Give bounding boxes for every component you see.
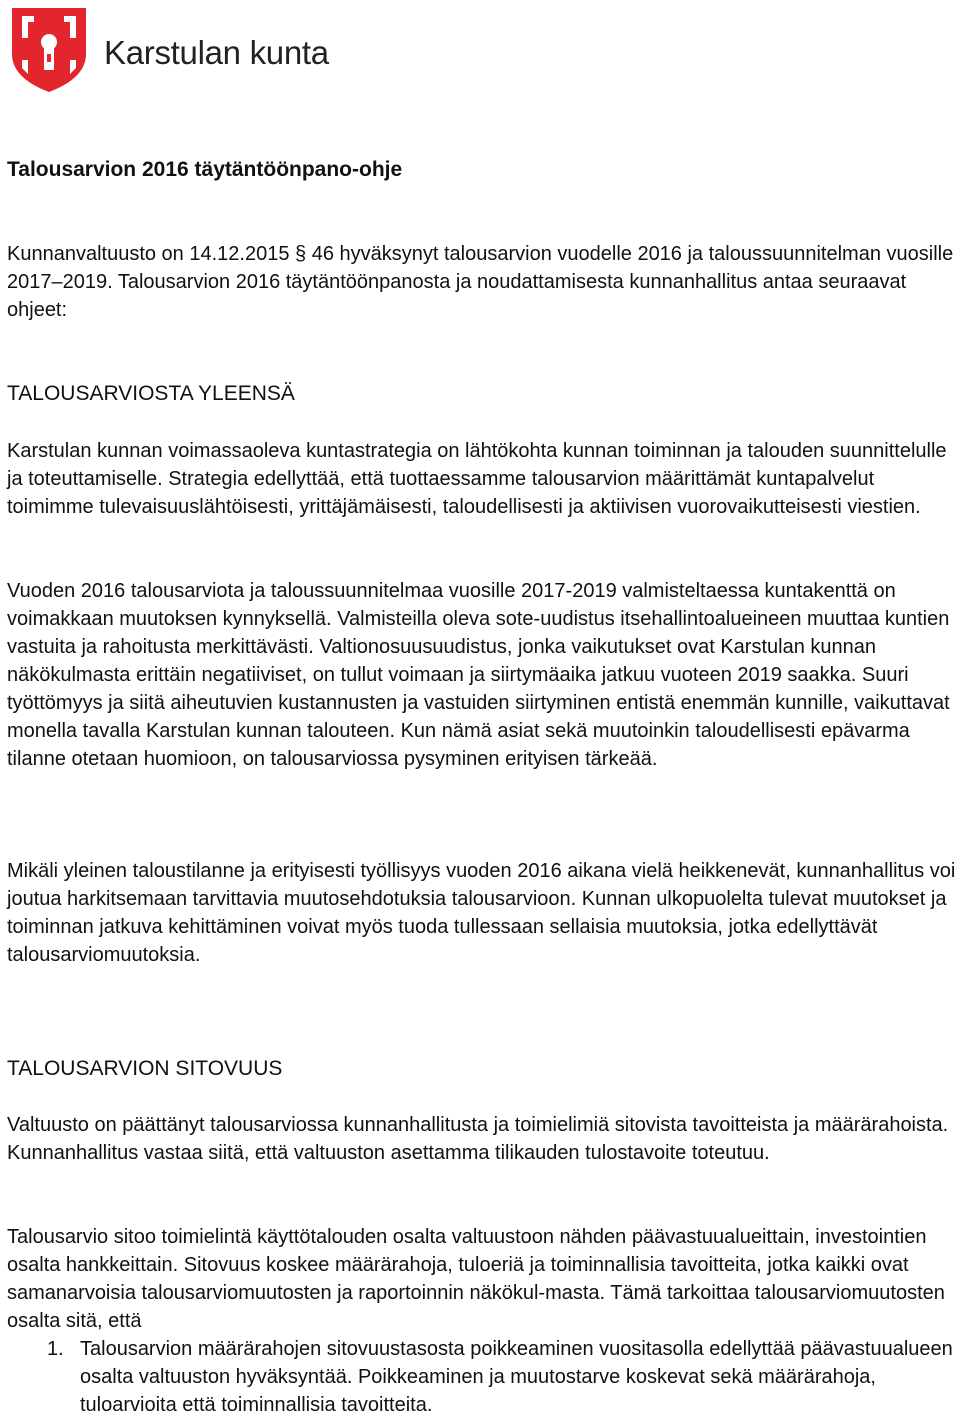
paragraph: Valtuusto on päättänyt talousarviossa kunnanhallitusta ja toimielimiä sitovista tavoitteista ja määrärahoista. Kunnanhallitus vastaa siitä, että valtuuston asettamma tilikauden tulostavoite toteutuu. [7,1114,949,1164]
paragraph: Talousarvio sitoo toimielintä käyttötalouden osalta valtuustoon nähden päävastuualueittain, investointien osalta hankkeittain. Sitovuus koskee määrärahoja, tuloeriä ja toiminnallisia tavoitteita, jotka kaikki ovat samanarvoisia talousarviomuutosten ja raportoinnin näkökul-masta. Tämä tarkoittaa talousarviomuutosten osalta sitä, että [7,1226,945,1332]
karstula-coat-of-arms-icon [8,4,90,94]
section-heading-general: TALOUSARVIOSTA YLEENSÄ [7,382,295,405]
paragraph: Vuoden 2016 talousarviota ja taloussuunnitelmaa vuosille 2017-2019 valmisteltaessa kuntakenttä on voimakkaan muutoksen kynnyksellä. Valmisteilla oleva sote-uudistus itsehallintoalueineen muuttaa kuntien vastuita ja rahoitusta merkittävästi. Valtionosuusuudistus, jonka vaikutukset ovat Karstulan kunnan näkökulmasta erittäin negatiiviset, on tullut voimaan ja siirtymäaika jatkuu vuoteen 2019 saakka. Suuri työttömyys ja siitä aiheutuvien kustannusten ja vastuiden siirtyminen entistä enemmän kunnille, vaikuttavat monella tavalla Karstulan kunnan talouteen. Kun nämä asiat sekä muutoinkin taloudellisesti epävarma tilanne otetaan huomioon, on talousarviossa pysyminen erityisen tärkeää. [7,580,950,770]
header-logo [8,4,328,96]
paragraph: Karstulan kunnan voimassaoleva kuntastrategia on lähtökohta kunnan toiminnan ja talouden suunnittelulle ja toteuttamiselle. Strategia edellyttää, että tuottaessamme talousarvion määrittämät kuntapalvelut toimimme tulevaisuuslähtöisesti, yrittäjämäisesti, taloudellisesti ja aktiivisen vuorovaikutteisesti viestien. [7,440,947,518]
list-item-text: Talousarvion määrärahojen sitovuustasosta poikkeaminen vuositasolla edellyttää päävastuualueen osalta valtuuston hyväksyntää. Poikkeaminen ja muutostarve koskevat sekä määrärahoja, tuloarvioita että toiminnallisia tavoitteita. [80,1338,953,1416]
list-item-number: 1. [47,1338,64,1360]
org-name: Karstulan kunta [104,34,329,71]
intro-paragraph: Kunnanvaltuusto on 14.12.2015 § 46 hyväksynyt talousarvion vuodelle 2016 ja taloussuunnitelman vuosille 2017–2019. Talousarvion 2016 täytäntöönpanosta ja noudattamisesta kunnanhallitus antaa seuraavat ohjeet: [7,243,954,321]
paragraph: Mikäli yleinen taloustilanne ja erityisesti työllisyys vuoden 2016 aikana vielä heikkenevät, kunnanhallitus voi joutua harkitsemaan tarvittavia muutosehdotuksia talousarvioon. Kunnan ulkopuolelta tulevat muutokset ja toiminnan jatkuva kehittäminen voivat myös tuoda tullessaan sellaisia muutoksia, jotka edellyttävät talousarviomuutoksia. [7,860,956,966]
document-title: Talousarvion 2016 täytäntöönpano-ohje [7,158,403,181]
section-heading-binding: TALOUSARVION SITOVUUS [7,1057,283,1080]
